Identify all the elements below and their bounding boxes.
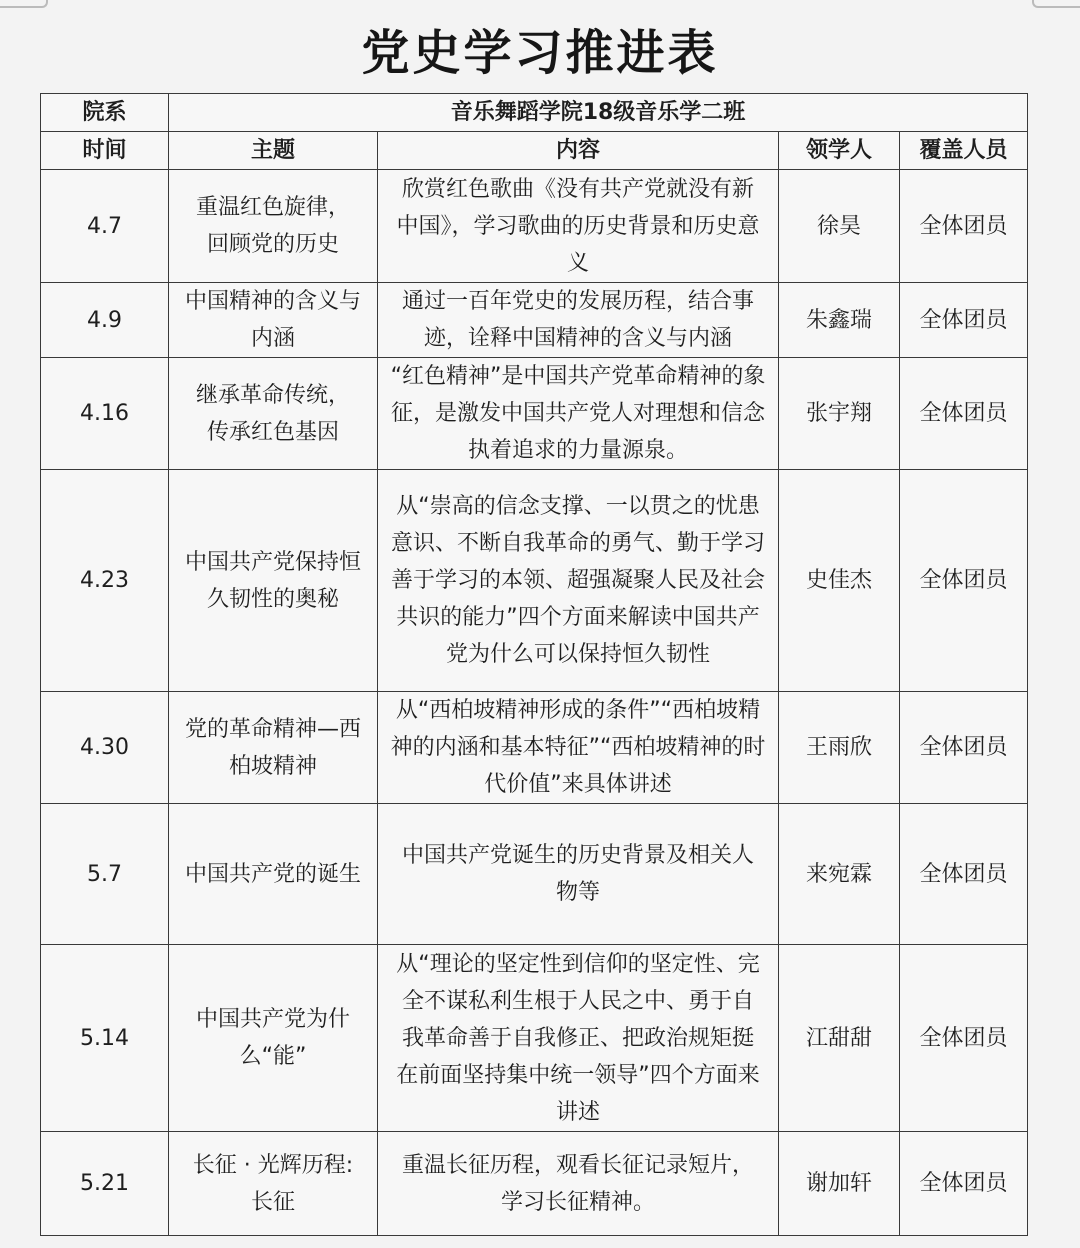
cell-coverage: 全体团员 (900, 945, 1028, 1132)
cell-time: 4.23 (41, 470, 169, 692)
corner-decoration-right (1032, 0, 1080, 8)
table-row (41, 358, 1028, 470)
cell-content: 从“理论的坚定性到信仰的坚定性、完全不谋私利生根于人民之中、勇于自我革命善于自我修正、把政治规矩挺在前面坚持集中统一领导”四个方面来讲述 (378, 945, 779, 1132)
cell-content: 欣赏红色歌曲《没有共产党就没有新中国》，学习歌曲的历史背景和历史意义 (378, 170, 779, 283)
page-title: 党史学习推进表 (361, 25, 719, 81)
column-header-leader: 领学人 (779, 132, 900, 170)
cell-leader: 王雨欣 (779, 692, 900, 804)
cell-leader: 张宇翔 (779, 358, 900, 470)
table-row (41, 804, 1028, 945)
cell-coverage: 全体团员 (900, 1132, 1028, 1236)
cell-time: 4.16 (41, 358, 169, 470)
table-row (41, 170, 1028, 283)
cell-time: 5.7 (41, 804, 169, 945)
cell-content: 通过一百年党史的发展历程，结合事迹，诠释中国精神的含义与内涵 (378, 283, 779, 358)
column-header-time: 时间 (41, 132, 169, 170)
cell-topic: 中国精神的含义与内涵 (169, 283, 378, 358)
header-row (41, 132, 1028, 170)
cell-topic: 中国共产党的诞生 (169, 804, 378, 945)
cell-time: 4.30 (41, 692, 169, 804)
table-row (41, 470, 1028, 692)
cell-leader: 江甜甜 (779, 945, 900, 1132)
cell-coverage: 全体团员 (900, 170, 1028, 283)
cell-content: 从“崇高的信念支撑、一以贯之的忧患意识、不断自我革命的勇气、勤于学习善于学习的本领、超强凝聚人民及社会共识的能力”四个方面来解读中国共产党为什么可以保持恒久韧性 (378, 470, 779, 692)
cell-topic: 长征 · 光辉历程: 长征 (169, 1132, 378, 1236)
cell-leader: 朱鑫瑞 (779, 283, 900, 358)
department-row (41, 94, 1028, 132)
cell-topic: 党的革命精神—西柏坡精神 (169, 692, 378, 804)
table-row (41, 692, 1028, 804)
cell-content: 中国共产党诞生的历史背景及相关人物等 (378, 804, 779, 945)
study-plan-table (40, 93, 1028, 1236)
cell-content: “红色精神”是中国共产党革命精神的象征，是激发中国共产党人对理想和信念执着追求的力量源泉。 (378, 358, 779, 470)
table-row (41, 1132, 1028, 1236)
column-header-coverage: 覆盖人员 (900, 132, 1028, 170)
cell-content: 从“西柏坡精神形成的条件”“西柏坡精神的内涵和基本特征”“西柏坡精神的时代价值”来具体讲述 (378, 692, 779, 804)
cell-topic: 中国共产党保持恒久韧性的奥秘 (169, 470, 378, 692)
cell-leader: 谢加轩 (779, 1132, 900, 1236)
department-label: 院系 (41, 94, 169, 132)
cell-coverage: 全体团员 (900, 692, 1028, 804)
cell-coverage: 全体团员 (900, 283, 1028, 358)
table-row (41, 945, 1028, 1132)
cell-leader: 来宛霖 (779, 804, 900, 945)
department-value: 音乐舞蹈学院18级音乐学二班 (169, 94, 1028, 132)
column-header-topic: 主题 (169, 132, 378, 170)
corner-decoration-left (0, 0, 48, 8)
cell-coverage: 全体团员 (900, 470, 1028, 692)
cell-time: 4.7 (41, 170, 169, 283)
column-header-content: 内容 (378, 132, 779, 170)
cell-topic: 重温红色旋律，回顾党的历史 (169, 170, 378, 283)
cell-topic: 中国共产党为什么“能” (169, 945, 378, 1132)
cell-leader: 徐昊 (779, 170, 900, 283)
cell-topic: 继承革命传统，传承红色基因 (169, 358, 378, 470)
cell-coverage: 全体团员 (900, 804, 1028, 945)
cell-coverage: 全体团员 (900, 358, 1028, 470)
cell-time: 5.21 (41, 1132, 169, 1236)
cell-leader: 史佳杰 (779, 470, 900, 692)
cell-time: 4.9 (41, 283, 169, 358)
table-row (41, 283, 1028, 358)
cell-content: 重温长征历程，观看长征记录短片，学习长征精神。 (378, 1132, 779, 1236)
cell-time: 5.14 (41, 945, 169, 1132)
